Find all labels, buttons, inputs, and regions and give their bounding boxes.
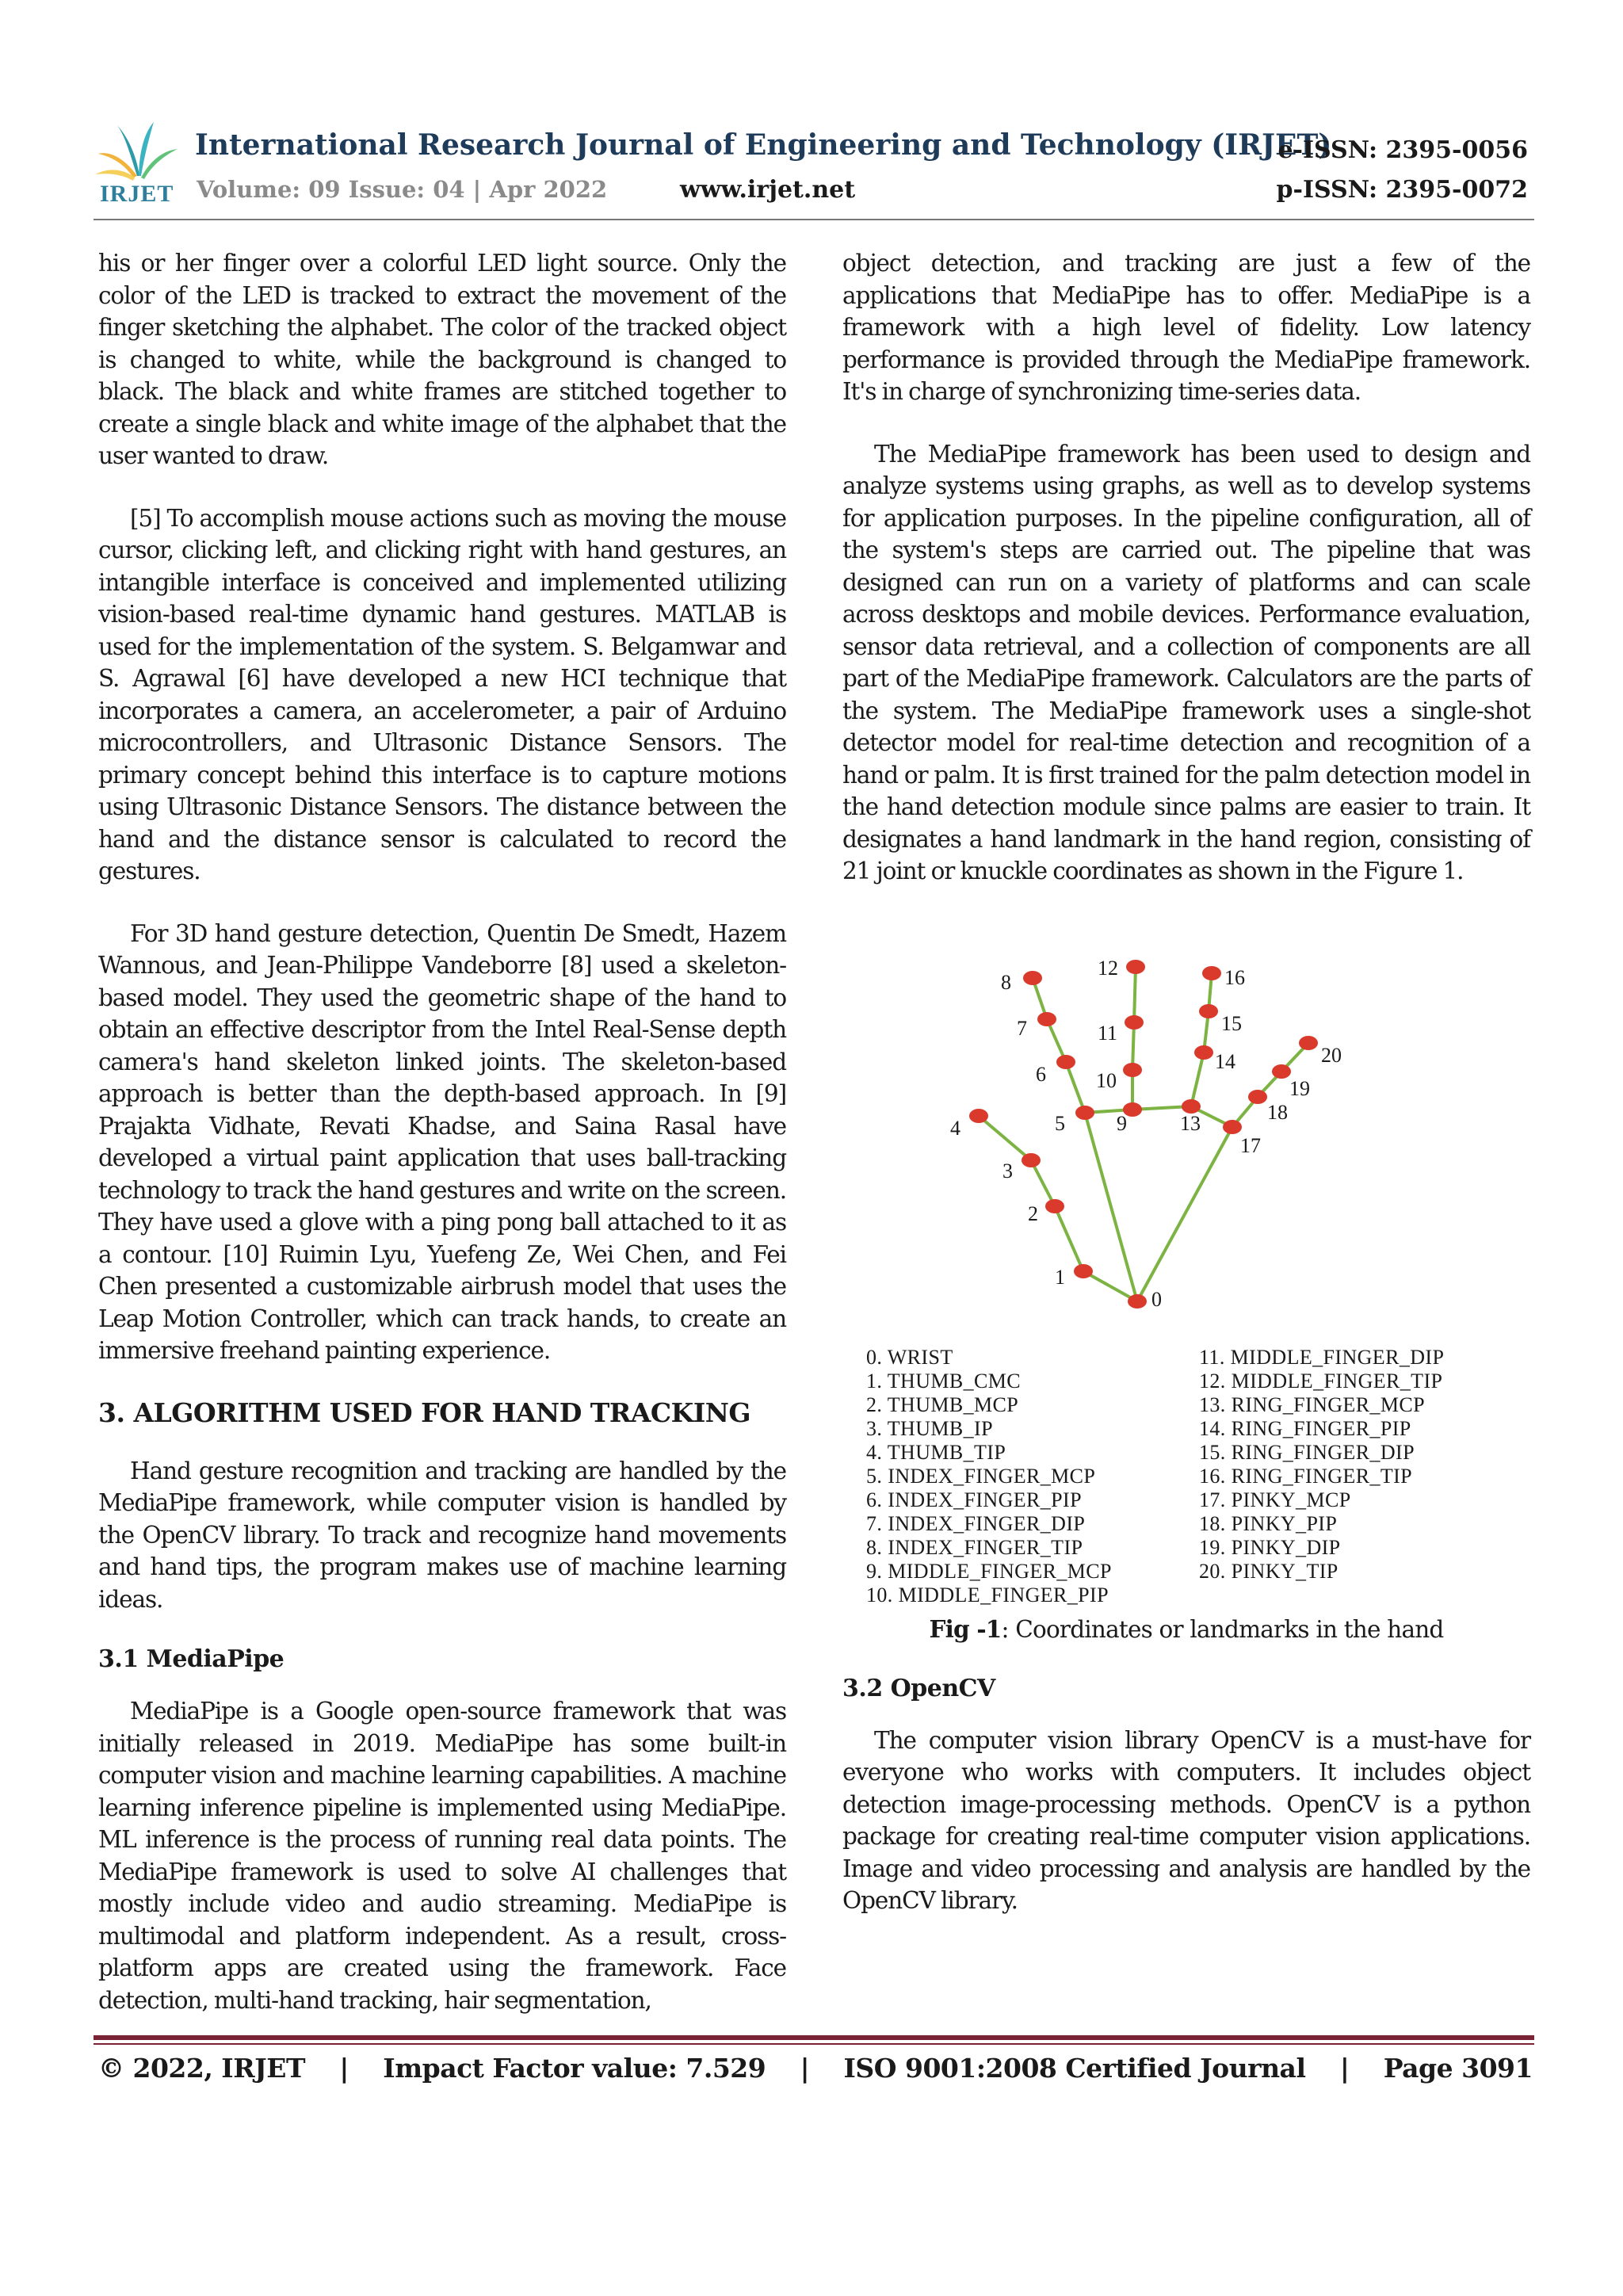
landmark-point-7 bbox=[1037, 1012, 1056, 1026]
right-column bbox=[842, 247, 1530, 1947]
header-divider bbox=[94, 219, 1534, 220]
paragraph: The computer vision library OpenCV is a must-have for everyone who works with computers. It includes object detection image-processing methods. OpenCV is a python package for creating real-time computer vision applications. Image and video processing and analysis are handled by the OpenCV library. bbox=[842, 1726, 1530, 1914]
paragraph: MediaPipe is a Google open-source framework that was initially released in 2019. MediaPipe has some built-in computer vision and machine learning capabilities. A machine learning inference pipeline is implemented using MediaPipe. ML inference is the process of running real data points. The MediaPipe framework is used to solve AI challenges that mostly include video and audio streaming. MediaPipe is multimodal and platform independent. As a result, cross-platform apps are created using the framework. Face detection, multi-hand tracking, hair segmentation, bbox=[98, 1698, 786, 2014]
landmark-connection bbox=[1066, 1062, 1085, 1113]
paragraph: [5] To accomplish mouse actions such as moving the mouse cursor, clicking left, and clicking right with hand gestures, an intangible interface is conceived and implemented utilizing vision-based real-time dynamic hand gestures. MATLAB is used for the implementation of the system. S. Belgamwar and S. Agrawal [6] have developed a new HCI technique that incorporates a camera, an accelerometer, a pair of Arduino microcontrollers, and Ultrasonic Distance Sensors. The primary concept behind this interface is to capture motions using Ultrasonic Distance Sensors. The distance between the hand and the distance sensor is calculated to record the gestures. bbox=[98, 504, 786, 884]
landmark-point-11 bbox=[1125, 1015, 1144, 1030]
landmark-point-17 bbox=[1223, 1120, 1242, 1134]
legend-item: 8. INDEX_FINGER_TIP bbox=[866, 1535, 1083, 1559]
legend-item: 16. RING_FINGER_TIP bbox=[1199, 1464, 1413, 1488]
landmark-connection bbox=[1031, 1160, 1055, 1206]
landmark-label-18: 18 bbox=[1267, 1100, 1288, 1124]
section-heading: 3. ALGORITHM USED FOR HAND TRACKING bbox=[98, 1396, 751, 1428]
caption-label: Fig -1 bbox=[929, 1614, 1002, 1643]
hand-landmarks-figure bbox=[842, 918, 1530, 1615]
landmark-point-3 bbox=[1022, 1153, 1041, 1167]
landmark-label-8: 8 bbox=[1001, 970, 1011, 994]
landmark-point-8 bbox=[1023, 971, 1042, 985]
logo-text: IRJET bbox=[100, 181, 174, 207]
landmark-connection bbox=[1137, 1127, 1232, 1301]
legend-item: 13. RING_FINGER_MCP bbox=[1199, 1392, 1425, 1416]
landmark-point-18 bbox=[1248, 1090, 1267, 1104]
landmark-label-14: 14 bbox=[1215, 1049, 1235, 1073]
landmark-point-6 bbox=[1056, 1055, 1075, 1069]
landmark-label-1: 1 bbox=[1055, 1265, 1065, 1289]
landmark-label-2: 2 bbox=[1028, 1201, 1038, 1225]
legend-column-left bbox=[866, 1346, 1112, 1607]
landmark-label-12: 12 bbox=[1098, 956, 1118, 980]
landmark-point-19 bbox=[1272, 1064, 1291, 1079]
landmark-connection bbox=[1085, 1113, 1137, 1301]
landmark-label-17: 17 bbox=[1240, 1133, 1261, 1157]
subsection-heading: 3.1 MediaPipe bbox=[98, 1645, 285, 1673]
legend-item: 6. INDEX_FINGER_PIP bbox=[866, 1488, 1082, 1511]
paragraph: The MediaPipe framework has been used to design and analyze systems using graphs, as well as to develop systems for application purposes. In the pipeline configuration, all of the system's steps are carried out. The pipeline that was designed can run on a variety of platforms and can scale across desktops and mobile devices. Performance evaluation, sensor data retrieval, and a collection of components are all part of the MediaPipe framework. Calculators are the parts of the system. The MediaPipe framework uses a single-shot detector model for real-time detection and recognition of a hand or palm. It is first trained for the palm detection model in the hand detection module since palms are easier to train. It designates a hand landmark in the hand region, consisting of 21 joint or knuckle coordinates as shown in the Figure 1. bbox=[842, 440, 1530, 884]
impact-factor: Impact Factor value: 7.529 bbox=[383, 2053, 766, 2084]
legend-item: 15. RING_FINGER_DIP bbox=[1199, 1440, 1415, 1464]
page-number: Page 3091 bbox=[1383, 2053, 1533, 2084]
footer-divider bbox=[94, 2035, 1534, 2040]
landmark-point-12 bbox=[1126, 960, 1145, 974]
paragraph: his or her finger over a colorful LED light source. Only the color of the LED is tracked to extract the movement of the finger sketching the alphabet. The color of the tracked object is changed to white, while the background is changed to black. The black and white frames are stitched together to create a single black and white image of the alphabet that the user wanted to draw. bbox=[98, 250, 786, 469]
landmark-point-15 bbox=[1199, 1004, 1218, 1018]
footer-separator: | bbox=[1339, 2053, 1350, 2084]
landmark-point-1 bbox=[1074, 1264, 1093, 1278]
paragraph: For 3D hand gesture detection, Quentin De Smedt, Hazem Wannous, and Jean-Philippe Vandeborre [8] used a skeleton-based model. They used the geometric shape of the hand to obtain an effective descriptor from the Intel Real-Sense depth camera's hand skeleton linked joints. The skeleton-based approach is better than the depth-based approach. In [9] Prajakta Vidhate, Revati Khadse, and Saina Rasal have developed a virtual paint application that uses ball-tracking technology to track the hand gestures and write on the screen. They have used a glove with a ping pong ball attached to it as a contour. [10] Ruimin Lyu, Yuefeng Ze, Wei Chen, and Fei Chen presented a customizable airbrush model that uses the Leap Motion Controller, which can track hands, to create an immersive freehand painting experience. bbox=[98, 919, 786, 1364]
legend-item: 14. RING_FINGER_PIP bbox=[1199, 1416, 1411, 1440]
landmark-connection bbox=[1132, 1022, 1134, 1070]
legend-item: 11. MIDDLE_FINGER_DIP bbox=[1199, 1345, 1445, 1369]
legend-item: 12. MIDDLE_FINGER_TIP bbox=[1199, 1369, 1443, 1392]
legend-item: 2. THUMB_MCP bbox=[866, 1392, 1019, 1416]
landmark-label-0: 0 bbox=[1151, 1287, 1162, 1311]
hand-landmark-diagram bbox=[842, 918, 1530, 1346]
page-header bbox=[94, 119, 1534, 222]
landmark-connection bbox=[1191, 1052, 1204, 1106]
landmark-point-10 bbox=[1123, 1063, 1142, 1077]
legend-item: 1. THUMB_CMC bbox=[866, 1369, 1022, 1392]
journal-title: International Research Journal of Engineering and Technology (IRJET) bbox=[195, 128, 1332, 162]
legend-item: 17. PINKY_MCP bbox=[1199, 1488, 1351, 1511]
landmark-label-9: 9 bbox=[1117, 1111, 1127, 1135]
website-link[interactable]: www.irjet.net bbox=[680, 176, 856, 204]
landmark-point-4 bbox=[969, 1109, 988, 1123]
legend-item: 3. THUMB_IP bbox=[866, 1416, 993, 1440]
landmark-label-7: 7 bbox=[1017, 1016, 1027, 1040]
eissn: e-ISSN: 2395-0056 bbox=[1277, 136, 1528, 164]
landmark-label-4: 4 bbox=[950, 1116, 960, 1140]
landmark-connection bbox=[1055, 1206, 1083, 1271]
issue-info: Volume: 09 Issue: 04 | Apr 2022 bbox=[197, 176, 608, 203]
legend-item: 7. INDEX_FINGER_DIP bbox=[866, 1511, 1086, 1535]
caption-text: : Coordinates or landmarks in the hand bbox=[1001, 1615, 1444, 1643]
landmark-label-3: 3 bbox=[1002, 1159, 1013, 1182]
iso-certification: ISO 9001:2008 Certified Journal bbox=[843, 2053, 1306, 2084]
landmark-point-0 bbox=[1128, 1294, 1147, 1308]
footer-separator: | bbox=[800, 2053, 810, 2084]
subsection-heading: 3.2 OpenCV bbox=[842, 1674, 995, 1702]
landmark-connection bbox=[979, 1116, 1031, 1160]
landmark-label-19: 19 bbox=[1289, 1076, 1310, 1100]
landmark-label-5: 5 bbox=[1055, 1111, 1065, 1135]
landmark-label-10: 10 bbox=[1096, 1068, 1117, 1092]
landmark-label-16: 16 bbox=[1224, 965, 1245, 989]
landmark-point-14 bbox=[1194, 1045, 1213, 1060]
legend-item: 9. MIDDLE_FINGER_MCP bbox=[866, 1559, 1112, 1583]
landmark-point-2 bbox=[1045, 1199, 1064, 1213]
paragraph: Hand gesture recognition and tracking are handled by the MediaPipe framework, while computer vision is handled by the OpenCV library. To track and recognize hand movements and hand tips, the program makes use of machine learning ideas. bbox=[98, 1457, 786, 1613]
landmark-label-20: 20 bbox=[1321, 1043, 1342, 1067]
figure-caption bbox=[842, 1615, 1530, 1643]
legend-item: 10. MIDDLE_FINGER_PIP bbox=[866, 1583, 1109, 1606]
paragraph: object detection, and tracking are just a few of the applications that MediaPipe has to offer. MediaPipe is a framework with a high level of fidelity. Low latency performance is provided through the MediaPipe framework. It's in charge of synchronizing time-series data. bbox=[842, 250, 1530, 405]
legend-column-right bbox=[1199, 1346, 1444, 1584]
landmark-label-6: 6 bbox=[1036, 1062, 1046, 1086]
left-column bbox=[98, 247, 786, 2046]
pissn: p-ISSN: 2395-0072 bbox=[1276, 176, 1528, 204]
legend-item: 4. THUMB_TIP bbox=[866, 1440, 1006, 1464]
landmark-point-5 bbox=[1075, 1106, 1094, 1120]
footer-divider-thin bbox=[94, 2043, 1534, 2045]
footer-separator: | bbox=[339, 2053, 349, 2084]
landmark-connection bbox=[1134, 967, 1136, 1022]
legend-item: 0. WRIST bbox=[866, 1345, 953, 1369]
landmark-point-16 bbox=[1202, 966, 1221, 980]
legend-item: 19. PINKY_DIP bbox=[1199, 1535, 1341, 1559]
landmark-label-11: 11 bbox=[1098, 1021, 1118, 1045]
page-footer bbox=[98, 2053, 1533, 2084]
legend-item: 5. INDEX_FINGER_MCP bbox=[866, 1464, 1096, 1488]
legend-item: 18. PINKY_PIP bbox=[1199, 1511, 1338, 1535]
landmark-point-20 bbox=[1299, 1036, 1318, 1050]
landmark-label-15: 15 bbox=[1221, 1011, 1242, 1035]
copyright: © 2022, IRJET bbox=[98, 2053, 305, 2084]
legend-item: 20. PINKY_TIP bbox=[1199, 1559, 1338, 1583]
landmark-label-13: 13 bbox=[1180, 1111, 1201, 1135]
